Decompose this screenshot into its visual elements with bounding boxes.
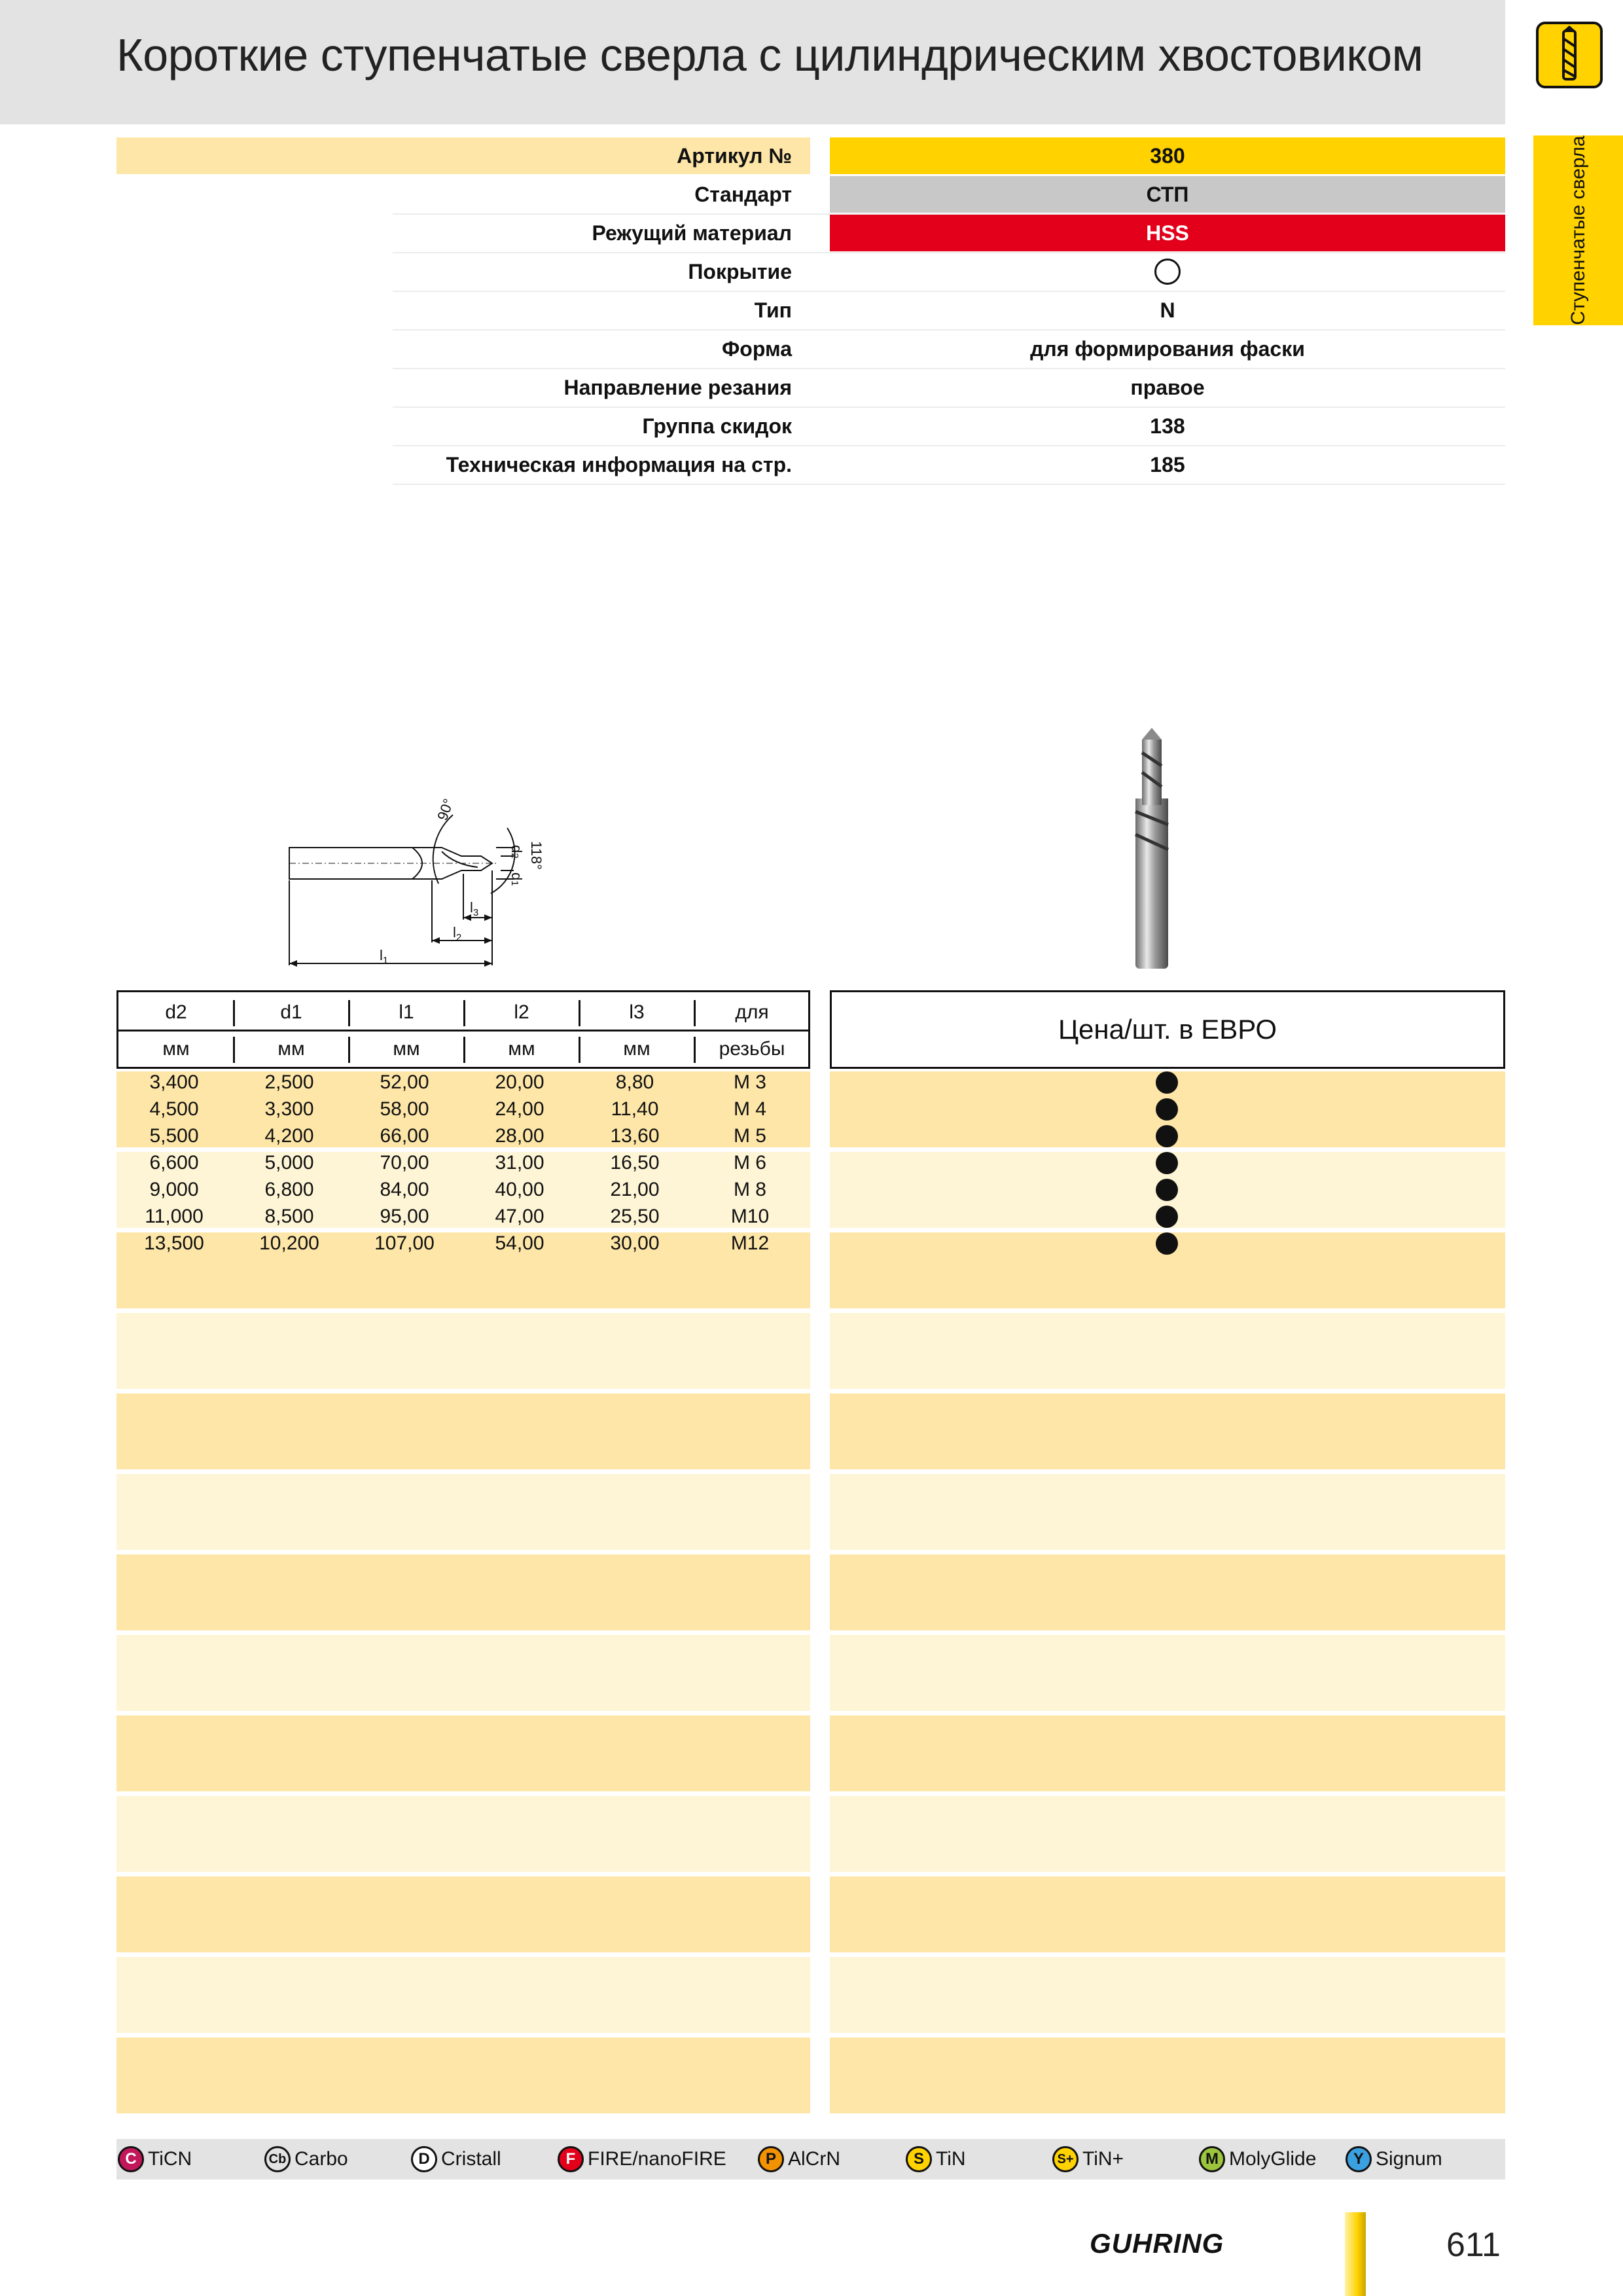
legend-item — [1346, 2139, 1442, 2179]
coating-badge-icon: Y — [1346, 2146, 1372, 2172]
cell-d1: 6,800 — [264, 1179, 314, 1200]
coating-badge-icon: P — [758, 2146, 784, 2172]
col-header: l2 — [514, 1001, 529, 1023]
legend-label: Signum — [1376, 2148, 1442, 2170]
band — [116, 1474, 810, 1550]
angle-label-tip: 118° — [528, 841, 544, 870]
spec-label: Тип — [754, 298, 792, 322]
table-row — [116, 1230, 810, 1257]
spec-label: Стандарт — [694, 183, 792, 206]
legend-label: FIRE/nanoFIRE — [588, 2148, 726, 2170]
drill-icon — [1536, 22, 1603, 88]
divider — [463, 1000, 465, 1026]
band — [116, 1393, 810, 1469]
spec-value: для формирования фаски — [1030, 337, 1305, 361]
cell-d1: 3,300 — [264, 1098, 314, 1120]
col-unit: мм — [277, 1038, 305, 1060]
table-row — [116, 1203, 810, 1230]
spec-label: Режущий материал — [592, 221, 792, 245]
spec-label: Покрытие — [688, 260, 792, 283]
cell-l2: 31,00 — [495, 1152, 544, 1174]
cell-l1: 107,00 — [374, 1232, 435, 1254]
spec-value: 138 — [1150, 414, 1185, 438]
legend-label: AlCrN — [788, 2148, 840, 2170]
col-header: l3 — [629, 1001, 645, 1023]
legend-label: TiCN — [148, 2148, 192, 2170]
dimension-table-header — [116, 990, 810, 1069]
available-dot-icon[interactable] — [1156, 1098, 1178, 1121]
available-dot-icon[interactable] — [1156, 1179, 1178, 1201]
band — [116, 2037, 810, 2113]
legend-item — [558, 2139, 726, 2179]
col-header: d2 — [165, 1001, 187, 1023]
cell-thread: M 5 — [733, 1125, 766, 1147]
cell-d1: 8,500 — [264, 1206, 314, 1227]
band — [830, 1554, 1505, 1630]
table-row — [116, 1069, 810, 1096]
cell-d2: 5,500 — [149, 1125, 199, 1147]
band — [116, 1554, 810, 1630]
divider — [348, 1000, 350, 1026]
col-header: для — [735, 1001, 769, 1023]
cell-d2: 9,000 — [149, 1179, 199, 1200]
cell-l1: 70,00 — [380, 1152, 429, 1174]
legend-item — [1199, 2139, 1316, 2179]
coating-badge-icon: M — [1199, 2146, 1225, 2172]
col-unit: мм — [623, 1038, 651, 1060]
col-header: d1 — [280, 1001, 302, 1023]
spec-row-material — [0, 215, 1623, 251]
cell-d1: 4,200 — [264, 1125, 314, 1147]
legend-item — [411, 2139, 501, 2179]
coating-legend — [116, 2139, 1505, 2179]
legend-item — [906, 2139, 966, 2179]
spec-row-form — [0, 331, 1623, 367]
band — [830, 1393, 1505, 1469]
spec-value: правое — [1130, 376, 1205, 399]
band — [116, 1957, 810, 2033]
cell-thread: M 4 — [733, 1098, 766, 1120]
col-header: l1 — [399, 1001, 414, 1023]
divider — [233, 1000, 235, 1026]
band — [830, 1957, 1505, 2033]
band — [116, 1876, 810, 1952]
cell-l3: 8,80 — [615, 1071, 654, 1093]
legend-item — [1052, 2139, 1124, 2179]
cell-l2: 28,00 — [495, 1125, 544, 1147]
band — [116, 1635, 810, 1711]
legend-label: MolyGlide — [1229, 2148, 1317, 2170]
band — [830, 1876, 1505, 1952]
legend-item — [118, 2139, 192, 2179]
table-row — [116, 1176, 810, 1203]
coating-badge-icon: S+ — [1052, 2146, 1079, 2172]
spec-value — [830, 253, 1505, 290]
divider — [348, 1037, 350, 1063]
table-row — [116, 1096, 810, 1122]
band — [830, 1796, 1505, 1872]
spec-row-direction — [0, 369, 1623, 406]
cell-l1: 52,00 — [380, 1071, 429, 1093]
divider — [118, 1030, 808, 1031]
cell-l2: 20,00 — [495, 1071, 544, 1093]
side-tab-label: Ступенчатые сверла — [1567, 135, 1589, 325]
spec-value: 380 — [1150, 144, 1185, 168]
table-row — [116, 1122, 810, 1149]
spec-row-type — [0, 292, 1623, 329]
spec-value: 185 — [1150, 453, 1185, 476]
cell-thread: M 8 — [733, 1179, 766, 1200]
spec-label: Форма — [721, 337, 792, 361]
divider — [579, 1000, 580, 1026]
divider — [579, 1037, 580, 1063]
spec-row-coating — [0, 253, 1623, 290]
spec-row-discount — [0, 408, 1623, 444]
price-header-label: Цена/шт. в ЕВРО — [1058, 1014, 1277, 1045]
coating-badge-icon: C — [118, 2146, 144, 2172]
legend-item — [758, 2139, 840, 2179]
dim-label-d2: d2 — [508, 845, 525, 859]
coating-badge-icon: S — [906, 2146, 932, 2172]
available-dot-icon[interactable] — [1156, 1152, 1178, 1174]
divider — [694, 1000, 696, 1026]
cell-thread: M10 — [730, 1206, 770, 1227]
legend-item — [264, 2139, 348, 2179]
cell-l1: 95,00 — [380, 1206, 429, 1227]
footer-stripe — [1345, 2212, 1366, 2296]
cell-d2: 6,600 — [149, 1152, 199, 1174]
col-unit: резьбы — [719, 1038, 785, 1060]
brand-logo: GUHRING — [1090, 2228, 1224, 2259]
band — [830, 2037, 1505, 2113]
spec-label: Техническая информация на стр. — [446, 453, 792, 476]
cell-thread: M 3 — [733, 1071, 766, 1093]
spec-label: Группа скидок — [642, 414, 792, 438]
spec-row-standard — [0, 176, 1623, 213]
band — [830, 1635, 1505, 1711]
spec-row-techinfo — [0, 446, 1623, 483]
dim-label-l1: $l_1$ — [380, 947, 389, 966]
dim-label-l3: $l_3$ — [470, 899, 479, 918]
available-dot-icon[interactable] — [1156, 1232, 1178, 1255]
divider — [393, 484, 1505, 485]
divider — [233, 1037, 235, 1063]
cell-l1: 84,00 — [380, 1179, 429, 1200]
cell-l1: 58,00 — [380, 1098, 429, 1120]
available-dot-icon[interactable] — [1156, 1206, 1178, 1228]
spec-value: N — [1160, 298, 1175, 322]
page-number: 611 — [1446, 2226, 1501, 2264]
legend-label: Carbo — [294, 2148, 348, 2170]
band — [116, 1313, 810, 1389]
band — [830, 1715, 1505, 1791]
dim-label-l2: $l_2$ — [453, 924, 462, 943]
col-unit: мм — [508, 1038, 535, 1060]
coating-badge-icon: D — [411, 2146, 437, 2172]
cell-d1: 2,500 — [264, 1071, 314, 1093]
cell-l2: 40,00 — [495, 1179, 544, 1200]
cell-l3: 21,00 — [610, 1179, 660, 1200]
drill-photo — [1113, 726, 1191, 975]
legend-label: Cristall — [441, 2148, 501, 2170]
page-title: Короткие ступенчатые сверла с цилиндрическим хвостовиком — [116, 29, 1423, 81]
divider — [463, 1037, 465, 1063]
cell-thread: M 6 — [733, 1152, 766, 1174]
angle-label-step: 90° — [434, 796, 457, 823]
band — [116, 1715, 810, 1791]
legend-label: TiN+ — [1082, 2148, 1124, 2170]
col-unit: мм — [162, 1038, 190, 1060]
cell-l3: 25,50 — [610, 1206, 660, 1227]
coating-badge-icon: Cb — [264, 2146, 291, 2172]
cell-l2: 54,00 — [495, 1232, 544, 1254]
table-row — [116, 1149, 810, 1176]
cell-d1: 10,200 — [259, 1232, 319, 1254]
cell-l3: 13,60 — [610, 1125, 660, 1147]
cell-d2: 3,400 — [149, 1071, 199, 1093]
cell-d2: 4,500 — [149, 1098, 199, 1120]
col-unit: мм — [393, 1038, 420, 1060]
no-coating-icon — [1154, 259, 1181, 285]
price-header — [830, 990, 1505, 1069]
spec-value: СТП — [1146, 183, 1189, 206]
dim-label-d1: d1 — [508, 872, 525, 886]
spec-label: Направление резания — [563, 376, 792, 399]
cell-d2: 11,000 — [145, 1206, 204, 1227]
spec-label: Артикул № — [677, 144, 792, 168]
spec-value: HSS — [1146, 221, 1189, 245]
band — [830, 1474, 1505, 1550]
legend-label: TiN — [936, 2148, 966, 2170]
cell-l3: 30,00 — [610, 1232, 660, 1254]
cell-l3: 11,40 — [611, 1098, 659, 1120]
cell-l2: 24,00 — [495, 1098, 544, 1120]
spec-row-article — [0, 137, 1623, 174]
cell-l1: 66,00 — [380, 1125, 429, 1147]
cell-thread: M12 — [730, 1232, 770, 1254]
technical-drawing — [281, 782, 674, 985]
cell-l3: 16,50 — [610, 1152, 660, 1174]
cell-d2: 13,500 — [144, 1232, 204, 1254]
available-dot-icon[interactable] — [1156, 1071, 1178, 1094]
band — [116, 1796, 810, 1872]
available-dot-icon[interactable] — [1156, 1125, 1178, 1147]
coating-badge-icon: F — [558, 2146, 584, 2172]
cell-l2: 47,00 — [495, 1206, 544, 1227]
cell-d1: 5,000 — [264, 1152, 314, 1174]
band — [830, 1313, 1505, 1389]
divider — [694, 1037, 696, 1063]
